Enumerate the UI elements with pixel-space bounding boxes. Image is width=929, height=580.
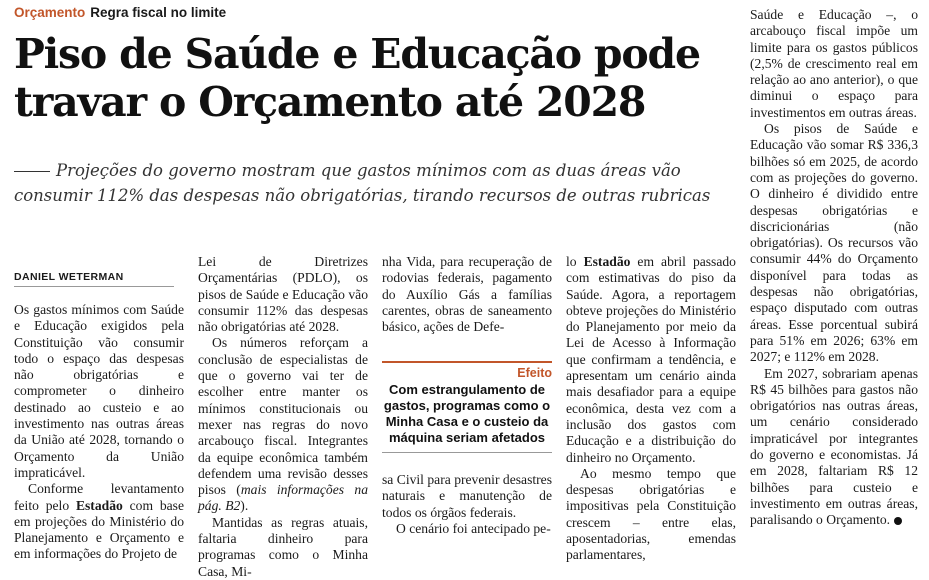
byline: DANIEL WETERMAN <box>14 271 174 287</box>
paragraph: O cenário foi antecipado pe- <box>396 520 551 536</box>
newspaper-name: Estadão <box>583 254 631 269</box>
column-4 <box>566 254 736 564</box>
paragraph: Ao mesmo tempo que despesas obrigatórias e impositivas pela Constituição crescem – entre elas, aposentadorias, emendas parlamentares, <box>566 465 736 563</box>
paragraph: Mantidas as regras atuais, faltaria dinheiro para programas como o Minha Casa, Mi- <box>198 514 368 579</box>
paragraph <box>750 366 918 529</box>
paragraph: Lei de Diretrizes Orçamentárias (PDLO), os pisos de Saúde e Educação vão consumir 112% das despesas não obrigatórias até 2028. <box>198 254 368 335</box>
pull-quote-label: Efeito <box>517 366 552 380</box>
deck-text: Projeções do governo mostram que gastos mínimos com as duas áreas vão consumir 112% das despesas não obrigatórias, tirando recursos de outras rubricas <box>14 161 711 205</box>
paragraph: Os pisos de Saúde e Educação vão somar R$ 336,3 bilhões só em 2025, de acordo com as projeções do governo. O dinheiro é dividido entre despesas obrigatórias e discricionárias (não obrigatórias). Os recursos vão consumir 44% do Orçamento disponível para todas as despesas não obrigatórias, espaço disputado com outras áreas. Esse porcentual subirá para 51% em 2026; 63% em 2027; e 112% em 2028. <box>750 121 918 365</box>
headline: Piso de Saúde e Educação pode travar o Orçamento até 2028 <box>14 30 700 126</box>
paragraph: nha Vida, para recuperação de rodovias federais, pagamento do Auxílio Gás a famílias carentes, obras de saneamento básico, ações de Defe- <box>382 254 552 335</box>
text-run: Conforme levantamento feito pelo <box>14 481 184 513</box>
paragraph: Saúde e Educação –, o arcabouço fiscal impõe um limite para os gastos públicos (2,5% de crescimento real em relação ao ano anterior), o que diminui o espaço para investimentos em outras áreas. <box>750 7 918 120</box>
topic-tag: Regra fiscal no limite <box>90 5 227 20</box>
end-mark-icon <box>894 517 902 525</box>
text-run: em abril passado com estimativas do piso da Saúde. Agora, a reportagem obteve projeções do Ministério do Planejamento por meio da Lei de Acesso à Informação que confirmam a tendência, e apresentam um cenário ainda mais desafiador para a equipe econômica, desta vez com a inclusão dos gastos com Educação e a distribuição do dinheiro no Orçamento. <box>566 254 736 465</box>
text-run: Os números reforçam a conclusão de especialistas de que o governo vai ter de escolher entre manter os mínimos constitucionais ou mexer nas regras do novo arcabouço fiscal. Integrantes da equipe econômica também defendem uma revisão desses pisos ( <box>198 335 368 498</box>
column-2 <box>198 254 368 580</box>
paragraph: sa Civil para prevenir desastres naturais e manutenção de todos os órgãos federais. <box>382 472 552 520</box>
kicker <box>14 5 226 20</box>
text-run: com base em projeções do Ministério do Planejamento e Orçamento e em informações do Projeto de <box>14 497 184 562</box>
page-reference: mais informações na pág. B2 <box>198 482 368 514</box>
pull-quote-box <box>382 361 552 453</box>
text-run: ). <box>240 498 249 514</box>
paragraph <box>14 481 184 562</box>
section-label[interactable]: Orçamento <box>14 5 86 20</box>
text-run: lo <box>566 254 584 269</box>
column-3-top <box>382 254 552 335</box>
paragraph: Os gastos mínimos com Saúde e Educação exigidos pela Constituição vão consumir todo o espaço das despesas não obrigatórias e comprometer o dinheiro destinado ao custeio e ao investimento nas outras áreas da União até 2028, tornando o Orçamento da União impraticável. <box>14 302 184 480</box>
paragraph <box>198 335 368 514</box>
paragraph <box>566 254 736 466</box>
column-5 <box>750 7 918 529</box>
text-run: Em 2027, sobrariam apenas R$ 45 bilhões para gastos não obrigatórios nas outras áreas, um cenário considerado impraticável por integrantes do governo e economistas. Já em 2028, faltariam R$ 12 bilhões para custeio e investimento em outras áreas, paralisando o Orçamento. <box>750 365 918 528</box>
column-1 <box>14 302 184 563</box>
deck-rule <box>14 171 50 172</box>
deck <box>14 158 739 208</box>
newspaper-name: Estadão <box>75 497 123 513</box>
column-3-bottom <box>382 472 552 537</box>
pull-quote-text: Com estrangulamento de gastos, programas como o Minha Casa e o custeio da máquina seriam afetados <box>382 382 552 453</box>
